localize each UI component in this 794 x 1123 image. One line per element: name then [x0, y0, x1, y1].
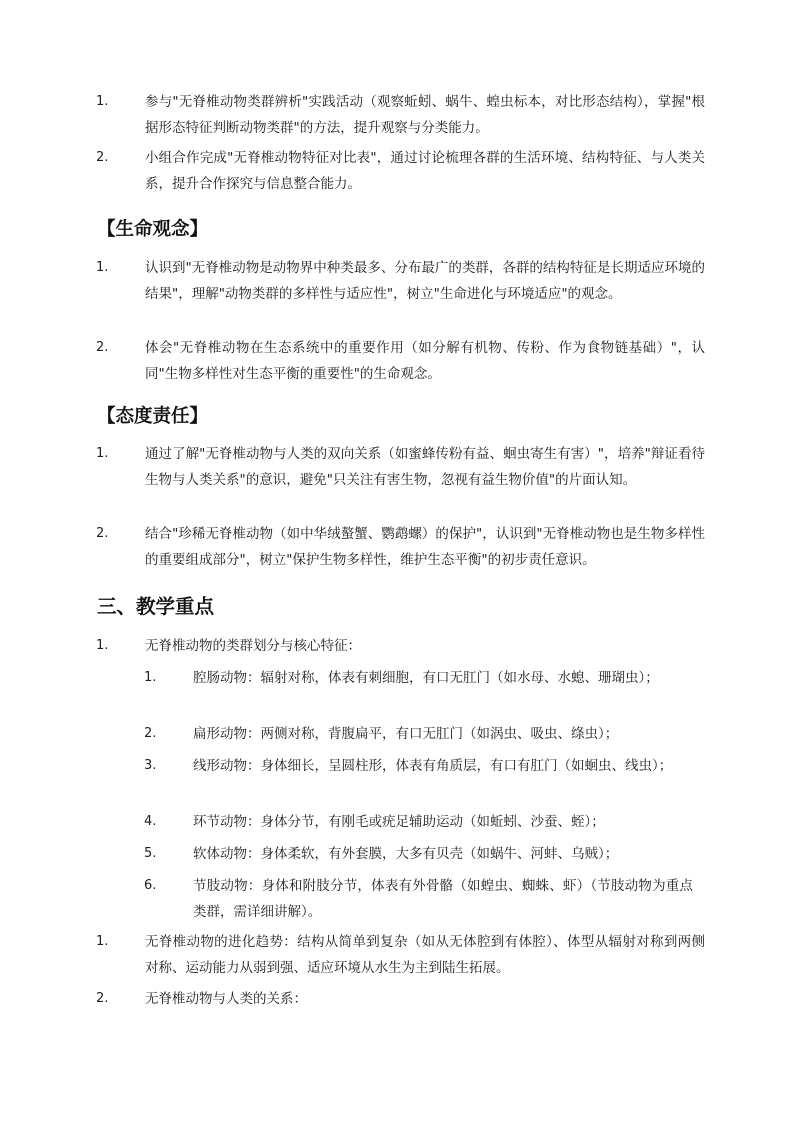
list-number: 2.: [96, 526, 109, 541]
list-number: 1.: [96, 94, 109, 109]
list-text: 节肢动物：身体和附肢分节，体表有外骨骼（如蝗虫、蜘蛛、虾）（节肢动物为重点类群，需详细讲解）。: [193, 878, 693, 920]
list-number: 5.: [144, 846, 157, 861]
list-text: 结合"珍稀无脊椎动物（如中华绒螯蟹、鹦鹉螺）的保护"，认识到"无脊椎动物也是生物多样性的重要组成部分"，树立"保护生物多样性，维护生态平衡"的初步责任意识。: [145, 526, 705, 568]
list-number: 2.: [96, 340, 109, 355]
list-text: 体会"无脊椎动物在生态系统中的重要作用（如分解有机物、传粉、作为食物链基础）"，认同"生物多样性对生态平衡的重要性"的生命观念。: [145, 340, 705, 382]
list-text: 小组合作完成"无脊椎动物特征对比表"，通过讨论梳理各群的生活环境、结构特征、与人类关系，提升合作探究与信息整合能力。: [145, 150, 705, 192]
list-text: 无脊椎动物与人类的关系：: [145, 991, 307, 1007]
list-number: 3.: [144, 758, 157, 773]
list-text: 线形动物：身体细长，呈圆柱形，体表有角质层，有口有肛门（如蛔虫、线虫）；: [193, 758, 673, 774]
list-text: 参与"无脊椎动物类群辨析"实践活动（观察蚯蚓、蜗牛、蝗虫标本，对比形态结构），掌握"根据形态特征判断动物类群"的方法，提升观察与分类能力。: [145, 94, 705, 136]
list-number: 1.: [96, 446, 109, 461]
list-number: 6.: [144, 878, 157, 893]
list-text: 腔肠动物：辐射对称，体表有刺细胞，有口无肛门（如水母、水螅、珊瑚虫）；: [193, 670, 659, 686]
list-number: 1.: [96, 638, 109, 653]
list-number: 2.: [144, 726, 157, 741]
list-number: 2.: [96, 991, 109, 1006]
list-text: 扁形动物：两侧对称，背腹扁平，有口无肛门（如涡虫、吸虫、绦虫）；: [193, 726, 619, 742]
list-text: 通过了解"无脊椎动物与人类的双向关系（如蜜蜂传粉有益、蛔虫寄生有害）"，培养"辩证看待生物与人类关系"的意识，避免"只关注有害生物，忽视有益生物价值"的片面认知。: [145, 446, 705, 488]
list-number: 1.: [96, 260, 109, 275]
section-heading-key-points: 三、教学重点: [97, 595, 215, 618]
section-title-attitude: 【态度责任】: [97, 406, 209, 427]
list-number: 4.: [144, 814, 157, 829]
list-text: 软体动物：身体柔软，有外套膜，大多有贝壳（如蜗牛、河蚌、乌贼）；: [193, 846, 619, 862]
list-number: 1.: [96, 934, 109, 949]
list-text: 认识到"无脊椎动物是动物界中种类最多、分布最广的类群，各群的结构特征是长期适应环境的结果"，理解"动物类群的多样性与适应性"，树立"生命进化与环境适应"的观念。: [145, 260, 705, 302]
list-text: 环节动物：身体分节，有刚毛或疣足辅助运动（如蚯蚓、沙蚕、蛭）；: [193, 814, 605, 830]
list-number: 1.: [144, 670, 157, 685]
list-text: 无脊椎动物的进化趋势：结构从简单到复杂（如从无体腔到有体腔）、体型从辐射对称到两侧对称、运动能力从弱到强、适应环境从水生为主到陆生拓展。: [145, 934, 705, 976]
list-number: 2.: [96, 150, 109, 165]
list-text: 无脊椎动物的类群划分与核心特征：: [145, 638, 361, 654]
section-title-life-view: 【生命观念】: [97, 219, 209, 240]
